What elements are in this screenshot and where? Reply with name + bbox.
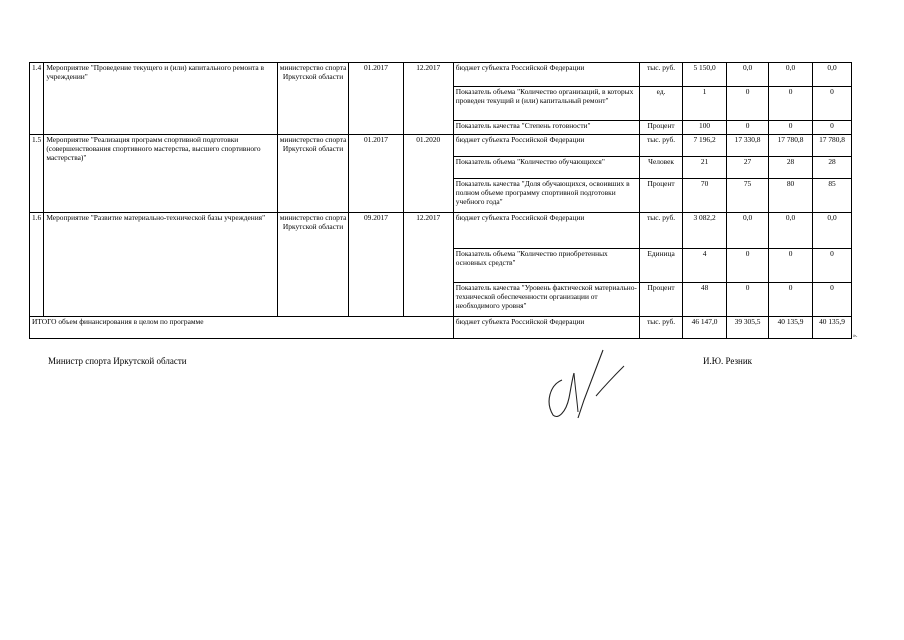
indicator-value: 0,0 — [769, 213, 813, 249]
indicator-value: 0 — [813, 249, 852, 283]
indicator-value: 21 — [683, 157, 727, 179]
total-unit: тыс. руб. — [640, 317, 683, 339]
indicator-name: бюджет субъекта Российской Федерации — [453, 63, 639, 87]
signatory-position: Министр спорта Иркутской области — [48, 356, 187, 366]
indicator-value: 0,0 — [727, 213, 769, 249]
measure-name: Мероприятие "Проведение текущего и (или) капитального ремонта в учреждении" — [44, 63, 277, 135]
indicator-value: 0 — [769, 87, 813, 121]
indicator-value: 5 150,0 — [683, 63, 727, 87]
table-body — [30, 63, 852, 339]
indicator-value: 0 — [727, 121, 769, 135]
measure-number: 1.6 — [30, 213, 44, 317]
indicator-value: 0,0 — [769, 63, 813, 87]
indicator-value: 17 780,8 — [769, 135, 813, 157]
indicator-unit: тыс. руб. — [640, 213, 683, 249]
indicator-value: 75 — [727, 179, 769, 213]
indicator-value: 0 — [813, 283, 852, 317]
total-value: 46 147,0 — [683, 317, 727, 339]
measure-executor: министерство спорта Иркутской области — [277, 135, 349, 213]
indicator-value: 3 082,2 — [683, 213, 727, 249]
measure-executor: министерство спорта Иркутской области — [277, 213, 349, 317]
measure-name: Мероприятие "Развитие материально-технической базы учреждения" — [44, 213, 277, 317]
table-row — [30, 63, 852, 87]
total-value: 39 305,5 — [727, 317, 769, 339]
indicator-value: 48 — [683, 283, 727, 317]
indicator-value: 0 — [727, 283, 769, 317]
indicator-unit: Процент — [640, 179, 683, 213]
indicator-name: бюджет субъекта Российской Федерации — [453, 135, 639, 157]
program-measures-table — [29, 62, 852, 339]
indicator-value: 0 — [813, 87, 852, 121]
indicator-value: 85 — [813, 179, 852, 213]
indicator-name: Показатель качества "Уровень фактической материально-технической обеспеченности организации от необходимого уровня" — [453, 283, 639, 317]
measure-number: 1.5 — [30, 135, 44, 213]
indicator-value: 0 — [769, 121, 813, 135]
indicator-unit: Единица — [640, 249, 683, 283]
indicator-value: 4 — [683, 249, 727, 283]
indicator-unit: тыс. руб. — [640, 135, 683, 157]
indicator-value: 7 196,2 — [683, 135, 727, 157]
measure-executor: министерство спорта Иркутской области — [277, 63, 349, 135]
table-row — [30, 213, 852, 249]
indicator-value: 0 — [769, 283, 813, 317]
indicator-unit: ед. — [640, 87, 683, 121]
indicator-value: 17 780,8 — [813, 135, 852, 157]
measure-start: 01.2017 — [349, 135, 403, 213]
indicator-value: 0 — [813, 121, 852, 135]
indicator-value: 0 — [727, 249, 769, 283]
indicator-name: Показатель объема "Количество обучающихся" — [453, 157, 639, 179]
indicator-unit: тыс. руб. — [640, 63, 683, 87]
signatory-name: И.Ю. Резник — [703, 356, 753, 366]
measure-number: 1.4 — [30, 63, 44, 135]
indicator-name: Показатель качества "Доля обучающихся, освоивших в полном объеме программу спортивной подготовки учебного года" — [453, 179, 639, 213]
indicator-value: 0 — [727, 87, 769, 121]
indicator-name: бюджет субъекта Российской Федерации — [453, 213, 639, 249]
handwritten-signature — [520, 340, 640, 425]
indicator-name: Показатель качества "Степень готовности" — [453, 121, 639, 135]
measure-end: 12.2017 — [403, 213, 453, 317]
indicator-value: 27 — [727, 157, 769, 179]
indicator-name: Показатель объема "Количество приобретенных основных средств" — [453, 249, 639, 283]
total-value: 40 135,9 — [813, 317, 852, 339]
indicator-unit: Человек — [640, 157, 683, 179]
measure-name: Мероприятие "Реализация программ спортивной подготовки (совершенствования спортивного мастерства, высшего спортивного мастерства)" — [44, 135, 277, 213]
indicator-value: 28 — [769, 157, 813, 179]
indicator-value: 1 — [683, 87, 727, 121]
total-label: ИТОГО объем финансирования в целом по программе — [30, 317, 454, 339]
total-indicator: бюджет субъекта Российской Федерации — [453, 317, 639, 339]
total-row — [30, 317, 852, 339]
indicator-value: 100 — [683, 121, 727, 135]
indicator-value: 28 — [813, 157, 852, 179]
indicator-unit: Процент — [640, 121, 683, 135]
indicator-value: 0 — [769, 249, 813, 283]
measure-end: 01.2020 — [403, 135, 453, 213]
measure-start: 09.2017 — [349, 213, 403, 317]
measure-start: 01.2017 — [349, 63, 403, 135]
indicator-value: 0,0 — [813, 213, 852, 249]
measure-end: 12.2017 — [403, 63, 453, 135]
indicator-value: 0,0 — [813, 63, 852, 87]
total-value: 40 135,9 — [769, 317, 813, 339]
indicator-value: 80 — [769, 179, 813, 213]
indicator-unit: Процент — [640, 283, 683, 317]
table-row — [30, 135, 852, 157]
indicator-value: 0,0 — [727, 63, 769, 87]
indicator-value: 70 — [683, 179, 727, 213]
closing-quote-mark: ». — [853, 333, 858, 339]
indicator-name: Показатель объема "Количество организаций, в которых проведен текущий и (или) капитальный ремонт" — [453, 87, 639, 121]
indicator-value: 17 330,8 — [727, 135, 769, 157]
